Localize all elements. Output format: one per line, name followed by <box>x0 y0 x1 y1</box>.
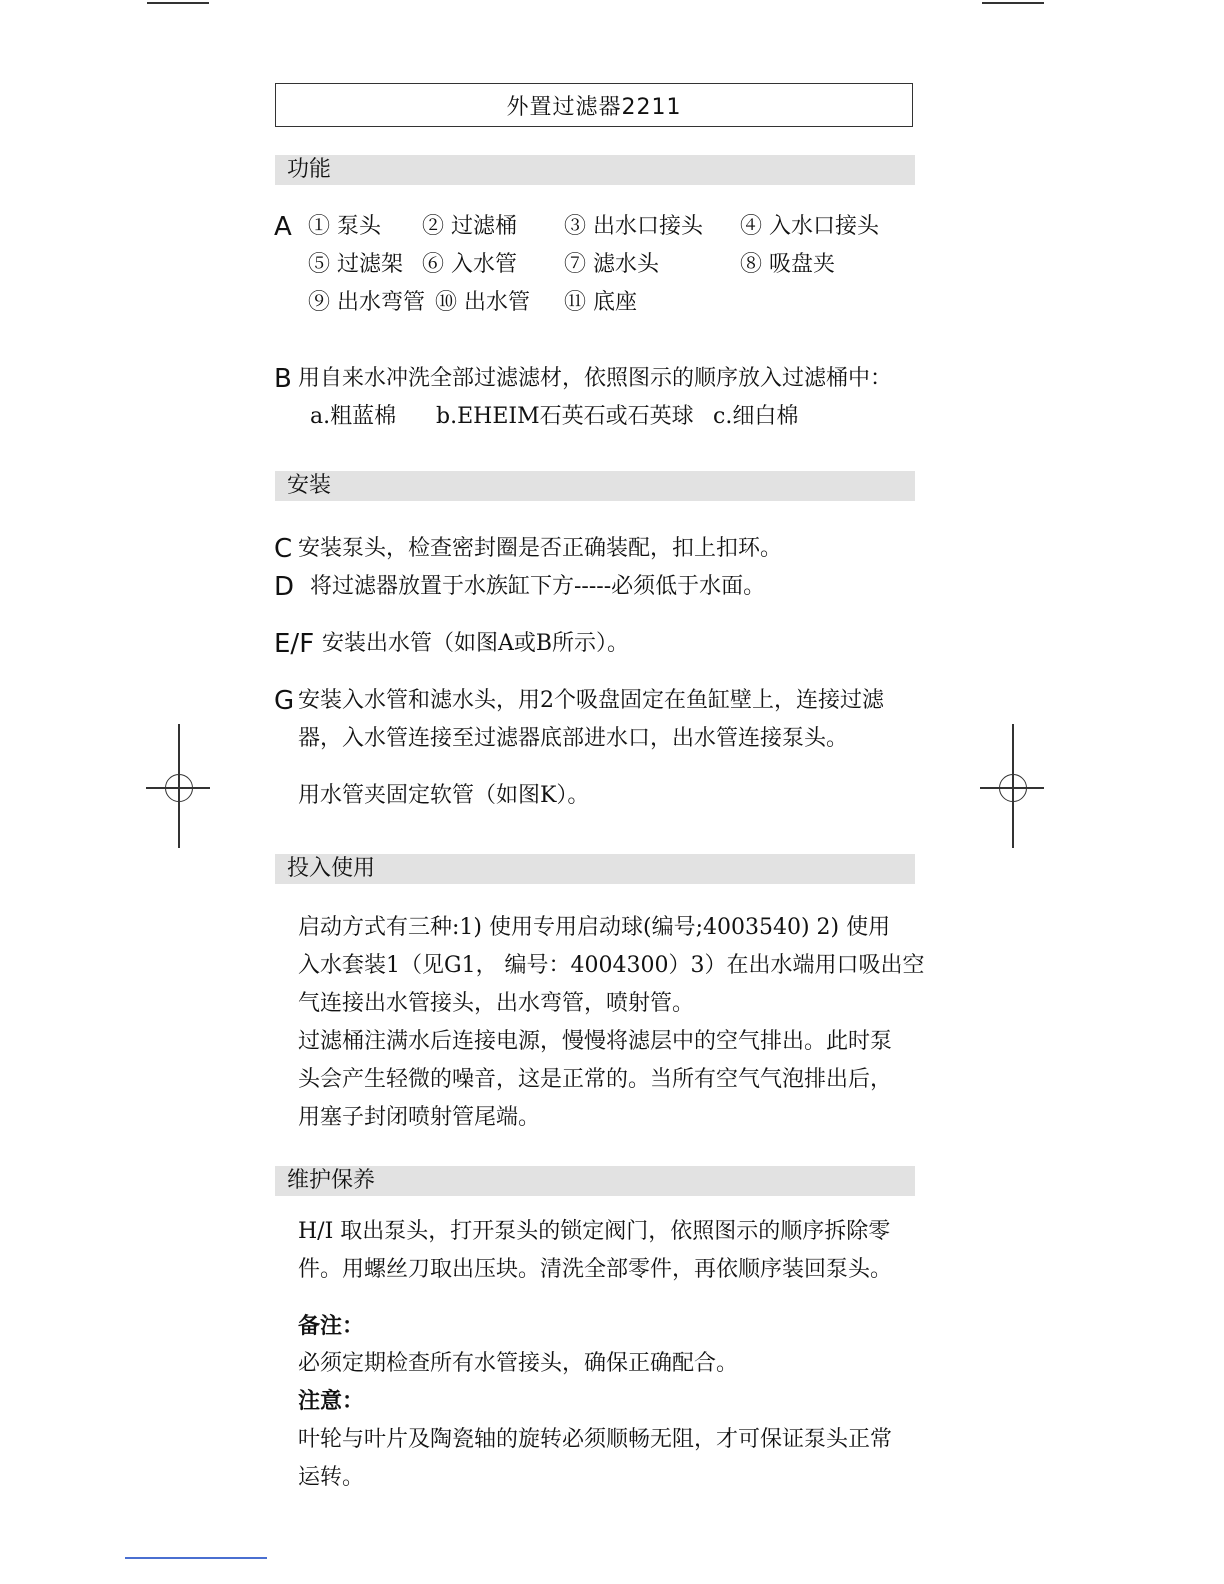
use-line-5: 头会产生轻微的噪音，这是正常的。当所有空气气泡排出后， <box>298 1067 893 1092</box>
media-c-label: c.细白棉 <box>713 404 799 429</box>
part-label: ③ 出水口接头 <box>564 214 703 239</box>
part-label: ⑨ 出水弯管 <box>308 290 425 315</box>
document-title: 外置过滤器2211 <box>275 83 913 127</box>
part-label: ⑦ 滤水头 <box>564 252 659 277</box>
media-a-label: a.粗蓝棉 <box>310 404 397 429</box>
step-g-line3: 用水管夹固定软管（如图K）。 <box>298 783 590 808</box>
remark-text: 必须定期检查所有水管接头，确保正确配合。 <box>298 1351 739 1376</box>
step-ef-text: 安装出水管（如图A或B所示）。 <box>322 631 630 656</box>
use-line-3: 气连接出水管接头，出水弯管，喷射管。 <box>298 991 695 1016</box>
step-marker-d: D <box>274 572 295 602</box>
use-line-1: 启动方式有三种:1) 使用专用启动球(编号;4003540) 2) 使用 <box>298 915 891 940</box>
use-line-2: 入水套装1（见G1， 编号：4004300）3）在出水端用口吸出空 <box>298 953 925 978</box>
step-c-text: 安装泵头，检查密封圈是否正确装配，扣上扣环。 <box>298 536 783 561</box>
maintenance-line-1: H/I 取出泵头，打开泵头的锁定阀门，依照图示的顺序拆除零 <box>298 1219 891 1244</box>
crop-mark-top-left <box>147 2 209 4</box>
media-b-label: b.EHEIM石英石或石英球 <box>436 404 694 429</box>
step-g-line2: 器，入水管连接至过滤器底部进水口，出水管连接泵头。 <box>298 726 849 751</box>
step-marker-a: A <box>274 212 292 242</box>
caution-line-2: 运转。 <box>298 1465 365 1490</box>
crop-mark-top-right <box>982 2 1044 4</box>
step-g-line1: 安装入水管和滤水头，用2个吸盘固定在鱼缸壁上，连接过滤 <box>298 688 884 713</box>
registration-mark-left-circle <box>165 774 193 802</box>
part-label: ⑥ 入水管 <box>422 252 517 277</box>
crop-mark-bottom-left <box>125 1557 267 1559</box>
part-label: ② 过滤桶 <box>422 214 517 239</box>
maintenance-line-2: 件。用螺丝刀取出压块。清洗全部零件，再依顺序装回泵头。 <box>298 1257 893 1282</box>
registration-mark-right-circle <box>999 774 1027 802</box>
part-label: ⑩ 出水管 <box>435 290 530 315</box>
section-header-install: 安装 <box>275 471 915 501</box>
use-line-6: 用塞子封闭喷射管尾端。 <box>298 1105 541 1130</box>
caution-label: 注意： <box>298 1389 365 1414</box>
step-marker-b: B <box>274 364 292 394</box>
part-label: ⑤ 过滤架 <box>308 252 403 277</box>
step-marker-c: C <box>274 534 293 564</box>
section-header-use: 投入使用 <box>275 854 915 884</box>
part-label: ⑧ 吸盘夹 <box>740 252 835 277</box>
step-marker-g: G <box>274 686 295 716</box>
step-b-text: 用自来水冲洗全部过滤滤材，依照图示的顺序放入过滤桶中： <box>298 366 893 391</box>
section-header-maintenance: 维护保养 <box>275 1166 915 1196</box>
part-label: ① 泵头 <box>308 214 381 239</box>
part-label: ④ 入水口接头 <box>740 214 879 239</box>
use-line-4: 过滤桶注满水后连接电源，慢慢将滤层中的空气排出。此时泵 <box>298 1029 893 1054</box>
section-header-function: 功能 <box>275 155 915 185</box>
caution-line-1: 叶轮与叶片及陶瓷轴的旋转必须顺畅无阻，才可保证泵头正常 <box>298 1427 893 1452</box>
part-label: ⑪ 底座 <box>564 290 637 315</box>
remark-label: 备注： <box>298 1314 365 1339</box>
step-marker-ef: E/F <box>274 629 315 659</box>
step-d-text: 将过滤器放置于水族缸下方-----必须低于水面。 <box>310 574 766 599</box>
